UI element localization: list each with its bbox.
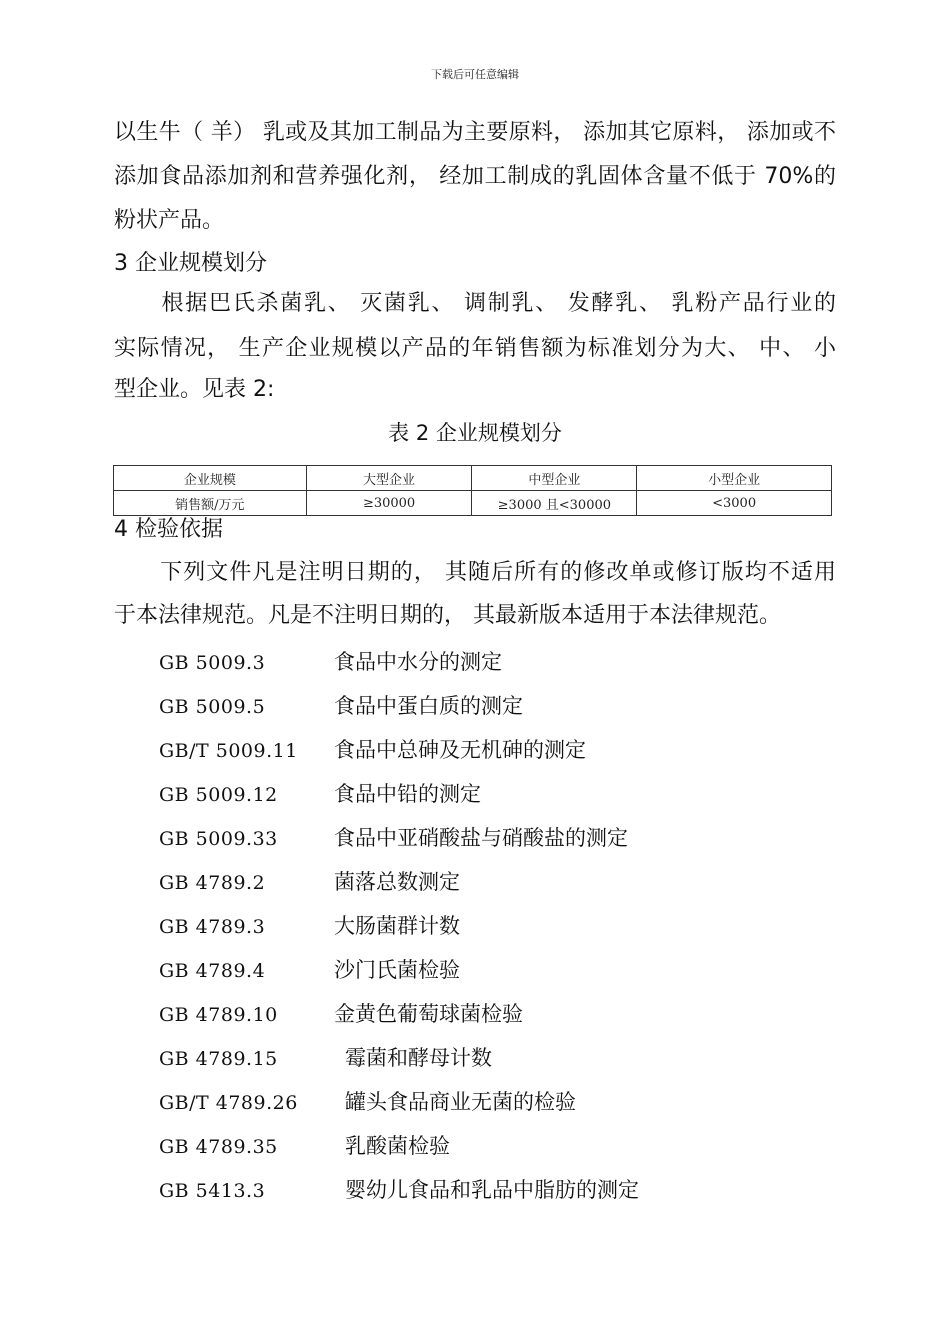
- reference-item: [159, 1087, 576, 1118]
- table-row: [114, 491, 832, 516]
- section-heading: 4 检验依据: [114, 517, 223, 542]
- paragraph-line: 下列文件凡是注明日期的， 其随后所有的修改单或修订版均不适用: [114, 560, 836, 585]
- reference-item: [159, 779, 481, 810]
- reference-item: [159, 1131, 450, 1162]
- reference-title: 菌落总数测定: [334, 870, 460, 894]
- reference-title: 大肠菌群计数: [334, 914, 460, 938]
- reference-code: GB 5413.3: [159, 1180, 266, 1202]
- table-cell: <3000: [637, 491, 832, 516]
- table-header-row: [114, 466, 832, 491]
- reference-title: 食品中水分的测定: [334, 650, 502, 674]
- reference-item: [159, 999, 523, 1030]
- table-header-cell: 中型企业: [472, 466, 637, 491]
- reference-title: 食品中铅的测定: [334, 782, 481, 806]
- paragraph-line: 根据巴氏杀菌乳、 灭菌乳、 调制乳、 发酵乳、 乳粉产品行业的: [114, 291, 836, 316]
- reference-code: GB 4789.4: [159, 960, 266, 982]
- reference-item: [159, 867, 460, 898]
- reference-code: GB 4789.3: [159, 916, 266, 938]
- paragraph-line: 添加食品添加剂和营养强化剂， 经加工制成的乳固体含量不低于 70%的: [114, 164, 836, 189]
- reference-title: 食品中总砷及无机砷的测定: [334, 738, 586, 762]
- reference-item: [159, 1175, 639, 1206]
- reference-code: GB 4789.35: [159, 1136, 278, 1158]
- table-header-cell: 小型企业: [637, 466, 832, 491]
- reference-code: GB 5009.5: [159, 696, 266, 718]
- reference-title: 食品中亚硝酸盐与硝酸盐的测定: [334, 826, 628, 850]
- reference-item: [159, 911, 460, 942]
- reference-code: GB 5009.3: [159, 652, 266, 674]
- reference-code: GB 5009.33: [159, 828, 278, 850]
- reference-title: 乳酸菌检验: [345, 1134, 450, 1158]
- reference-title: 沙门氏菌检验: [334, 958, 460, 982]
- reference-code: GB 4789.10: [159, 1004, 278, 1026]
- reference-item: [159, 823, 628, 854]
- table-caption: 表 2 企业规模划分: [388, 421, 562, 445]
- reference-code: GB 4789.15: [159, 1048, 278, 1070]
- table-cell: ≥3000 且<30000: [472, 491, 637, 516]
- reference-title: 食品中蛋白质的测定: [334, 694, 523, 718]
- paragraph-line: 型企业。见表 2:: [114, 377, 275, 402]
- table-cell: ≥30000: [306, 491, 472, 516]
- reference-title: 金黄色葡萄球菌检验: [334, 1002, 523, 1026]
- section-heading: 3 企业规模划分: [114, 251, 267, 276]
- reference-title: 罐头食品商业无菌的检验: [345, 1090, 576, 1114]
- reference-code: GB/T 4789.26: [159, 1092, 298, 1114]
- reference-code: GB/T 5009.11: [159, 740, 298, 762]
- reference-code: GB 5009.12: [159, 784, 278, 806]
- paragraph-line: 以生牛（ 羊） 乳或及其加工制品为主要原料， 添加其它原料， 添加或不: [114, 120, 836, 145]
- table-cell: 销售额/万元: [114, 491, 307, 516]
- enterprise-scale-table: [113, 465, 832, 516]
- reference-item: [159, 1043, 492, 1074]
- table-header-cell: 大型企业: [306, 466, 472, 491]
- reference-item: [159, 735, 586, 766]
- reference-item: [159, 691, 523, 722]
- paragraph-line: 于本法律规范。凡是不注明日期的， 其最新版本适用于本法律规范。: [114, 603, 781, 628]
- reference-item: [159, 647, 502, 678]
- table-header-cell: 企业规模: [114, 466, 307, 491]
- reference-title: 霉菌和酵母计数: [345, 1046, 492, 1070]
- paragraph-line: 粉状产品。: [114, 208, 225, 233]
- paragraph-line: 实际情况， 生产企业规模以产品的年销售额为标准划分为大、 中、 小: [114, 336, 836, 361]
- reference-code: GB 4789.2: [159, 872, 266, 894]
- page-header-note: 下载后可任意编辑: [431, 68, 519, 81]
- reference-title: 婴幼儿食品和乳品中脂肪的测定: [345, 1178, 639, 1202]
- reference-item: [159, 955, 460, 986]
